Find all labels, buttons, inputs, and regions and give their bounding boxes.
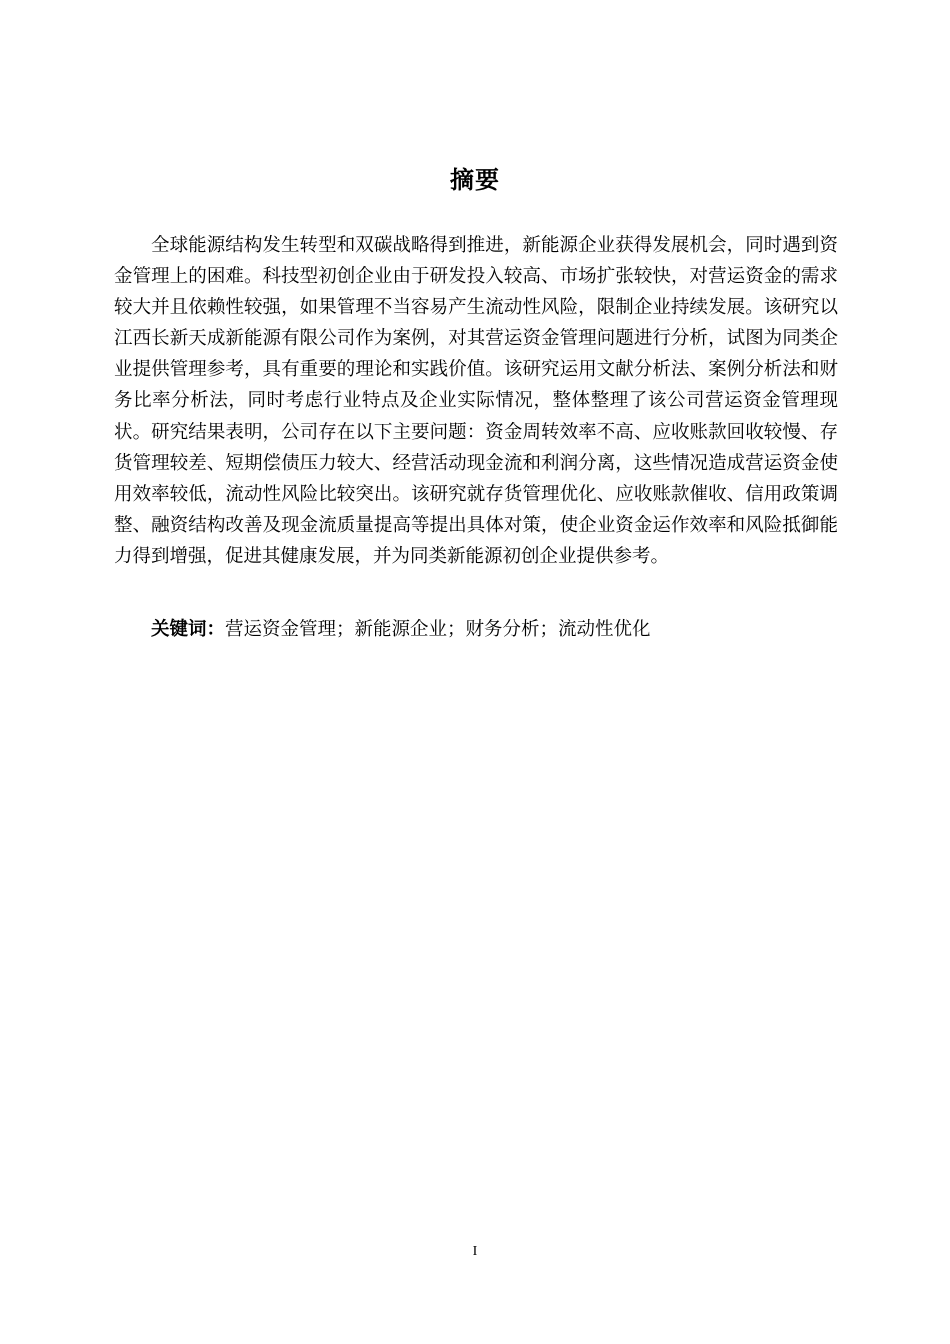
page-number: I: [472, 1244, 478, 1259]
page-title: 摘要: [450, 166, 500, 194]
keywords-label: 关键词：: [151, 619, 226, 640]
keywords-line: [151, 614, 841, 645]
abstract-paragraph: 全球能源结构发生转型和双碳战略得到推进，新能源企业获得发展机会，同时遇到资金管理上的困难。科技型初创企业由于研发投入较高、市场扩张较快，对营运资金的需求较大并且依赖性较强，如果管理不当容易产生流动性风险，限制企业持续发展。该研究以江西长新天成新能源有限公司作为案例，对其营运资金管理问题进行分析，试图为同类企业提供管理参考，具有重要的理论和实践价值。该研究运用文献分析法、案例分析法和财务比率分析法，同时考虑行业特点及企业实际情况，整体整理了该公司营运资金管理现状。研究结果表明，公司存在以下主要问题：资金周转效率不高、应收账款回收较慢、存货管理较差、短期偿债压力较大、经营活动现金流和利润分离，这些情况造成营运资金使用效率较低，流动性风险比较突出。该研究就存货管理优化、应收账款催收、信用政策调整、融资结构改善及现金流质量提高等提出具体对策，使企业资金运作效率和风险抵御能力得到增强，促进其健康发展，并为同类新能源初创企业提供参考。: [114, 235, 838, 567]
keywords-text: 营运资金管理；新能源企业；财务分析；流动性优化: [225, 619, 651, 640]
